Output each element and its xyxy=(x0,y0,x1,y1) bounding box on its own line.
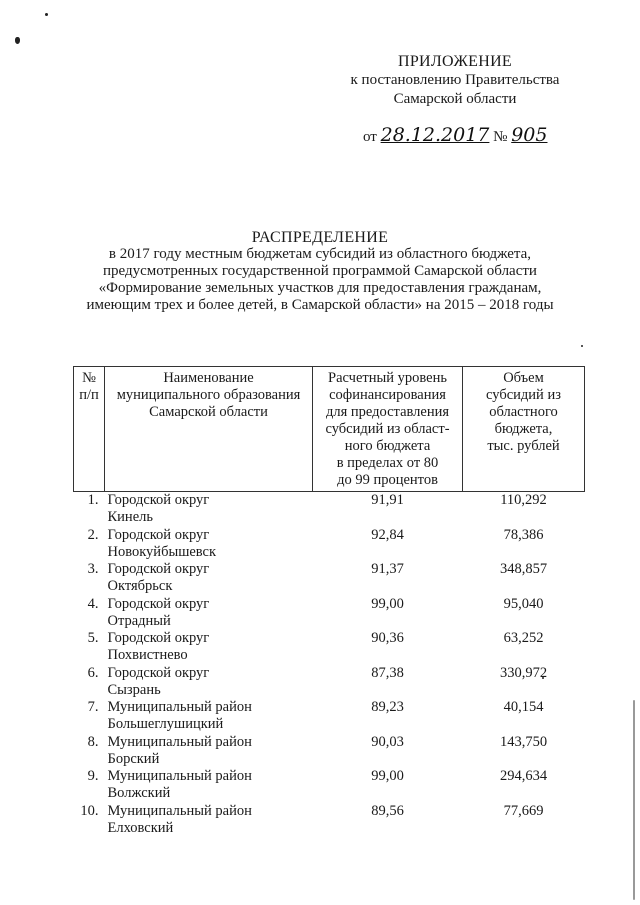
row-number: 7. xyxy=(87,699,99,715)
cofinancing-level: 89,23 xyxy=(371,699,404,715)
header-line: Самарской области xyxy=(149,404,268,420)
municipality-cell xyxy=(105,803,313,838)
row-number: 8. xyxy=(87,733,99,750)
table-row xyxy=(74,768,585,803)
municipality-cell xyxy=(105,630,313,665)
from-label: от xyxy=(363,129,377,145)
municipality-type: Городской округ xyxy=(107,630,210,646)
municipality-cell xyxy=(105,665,313,700)
header-line: для предоставления xyxy=(325,404,450,420)
header-subsidy-volume xyxy=(463,367,585,492)
table-row xyxy=(74,803,585,838)
cofinancing-level: 92,84 xyxy=(371,526,404,543)
cofinancing-level: 90,03 xyxy=(371,733,404,750)
table-header-row xyxy=(74,367,585,492)
municipality-name: Елховский xyxy=(107,819,174,836)
header-line: до 99 процентов xyxy=(337,472,438,488)
header-line: субсидий из област- xyxy=(325,421,450,437)
subsidy-volume: 294,634 xyxy=(499,768,548,784)
row-number: 6. xyxy=(87,664,99,681)
subsidy-volume: 95,040 xyxy=(503,595,544,612)
table-row xyxy=(74,596,585,631)
subsidy-volume: 143,750 xyxy=(499,733,548,750)
cofinancing-level: 87,38 xyxy=(371,664,404,681)
municipality-name: Похвистнево xyxy=(107,647,188,663)
cofinancing-level: 89,56 xyxy=(371,802,404,819)
row-number: 2. xyxy=(87,526,99,543)
subsidy-volume: 348,857 xyxy=(499,561,548,577)
title-line: имеющим трех и более детей, в Самарской области» на 2015 – 2018 годы xyxy=(86,297,554,313)
subsidy-volume: 78,386 xyxy=(503,526,544,543)
title-line: предусмотренных государственной программой Самарской области xyxy=(103,263,537,279)
municipality-cell xyxy=(105,527,313,562)
subsidy-volume: 330,972 xyxy=(499,664,548,681)
header-line: бюджета, xyxy=(494,421,553,437)
scan-speck xyxy=(633,700,635,900)
table-row xyxy=(74,665,585,700)
municipality-type: Городской округ xyxy=(107,561,210,577)
municipality-name: Кинель xyxy=(107,509,153,525)
header-line: Расчетный уровень xyxy=(328,370,447,386)
header-line: № xyxy=(82,370,96,386)
appendix-title: ПРИЛОЖЕНИЕ xyxy=(397,53,512,70)
municipality-type: Городской округ xyxy=(107,492,210,508)
header-line: Наименование xyxy=(163,370,254,386)
municipality-name: Отрадный xyxy=(107,612,171,629)
municipality-type: Городской округ xyxy=(107,664,210,681)
handwritten-date: 28.12.2017 xyxy=(380,124,490,146)
municipality-type: Муниципальный район xyxy=(107,699,252,715)
municipality-cell xyxy=(105,768,313,803)
decree-date-number xyxy=(363,124,583,148)
municipality-name: Сызрань xyxy=(107,681,161,698)
number-label: № xyxy=(493,129,508,145)
header-line: ного бюджета xyxy=(344,438,431,454)
table-row xyxy=(74,699,585,734)
row-number: 4. xyxy=(87,595,99,612)
municipality-cell xyxy=(105,699,313,734)
table-row xyxy=(74,527,585,562)
municipality-type: Муниципальный район xyxy=(107,802,252,819)
title-line: «Формирование земельных участков для предоставления гражданам, xyxy=(98,280,542,296)
header-line: муниципального образования xyxy=(116,387,301,403)
cofinancing-level: 90,36 xyxy=(371,630,404,646)
municipality-name: Октябрьск xyxy=(107,578,173,594)
municipality-type: Городской округ xyxy=(107,595,210,612)
subsidy-volume: 40,154 xyxy=(503,699,544,715)
header-line: софинансирования xyxy=(329,387,446,403)
cofinancing-level: 99,00 xyxy=(371,595,404,612)
table-row xyxy=(74,734,585,769)
row-number: 5. xyxy=(87,630,99,646)
header-line: п/п xyxy=(79,387,99,403)
header-line: тыс. рублей xyxy=(487,438,560,454)
municipality-name: Борский xyxy=(107,750,160,767)
title-heading: РАСПРЕДЕЛЕНИЕ xyxy=(251,229,389,246)
cofinancing-level: 91,37 xyxy=(371,561,404,577)
document-title xyxy=(60,229,580,314)
cofinancing-level: 91,91 xyxy=(371,492,404,508)
municipality-type: Муниципальный район xyxy=(107,768,252,784)
municipality-name: Новокуйбышевск xyxy=(107,543,217,560)
subsidy-volume: 63,252 xyxy=(503,630,544,646)
subsidy-volume: 110,292 xyxy=(500,492,547,508)
municipality-cell xyxy=(105,561,313,596)
handwritten-number: 905 xyxy=(511,124,548,146)
municipality-cell xyxy=(105,596,313,631)
scan-speck xyxy=(15,37,20,44)
table-row xyxy=(74,630,585,665)
scan-speck xyxy=(45,13,48,16)
header-cofinancing-level xyxy=(313,367,463,492)
appendix-line: Самарской области xyxy=(393,91,517,107)
header-line: областного xyxy=(489,404,558,420)
municipality-cell xyxy=(105,734,313,769)
header-line: в пределах от 80 xyxy=(336,455,439,471)
header-line: субсидий из xyxy=(486,387,561,403)
row-number: 1. xyxy=(87,492,99,508)
cofinancing-level: 99,00 xyxy=(371,768,404,784)
scan-speck xyxy=(581,345,583,347)
row-number: 10. xyxy=(80,802,99,819)
municipality-type: Муниципальный район xyxy=(107,733,252,750)
distribution-table xyxy=(73,366,585,837)
row-number: 3. xyxy=(87,561,99,577)
municipality-cell xyxy=(105,492,313,527)
subsidy-volume: 77,669 xyxy=(503,802,544,819)
header-name xyxy=(105,367,313,492)
appendix-line: к постановлению Правительства xyxy=(350,72,560,88)
header-line: Объем xyxy=(503,370,544,386)
municipality-name: Большеглушицкий xyxy=(107,716,224,732)
table-row xyxy=(74,561,585,596)
municipality-name: Волжский xyxy=(107,785,171,801)
table-row xyxy=(74,492,585,527)
row-number: 9. xyxy=(87,768,99,784)
appendix-header xyxy=(338,52,572,109)
municipality-type: Городской округ xyxy=(107,526,210,543)
header-number xyxy=(74,367,105,492)
title-line: в 2017 году местным бюджетам субсидий из областного бюджета, xyxy=(108,246,532,262)
